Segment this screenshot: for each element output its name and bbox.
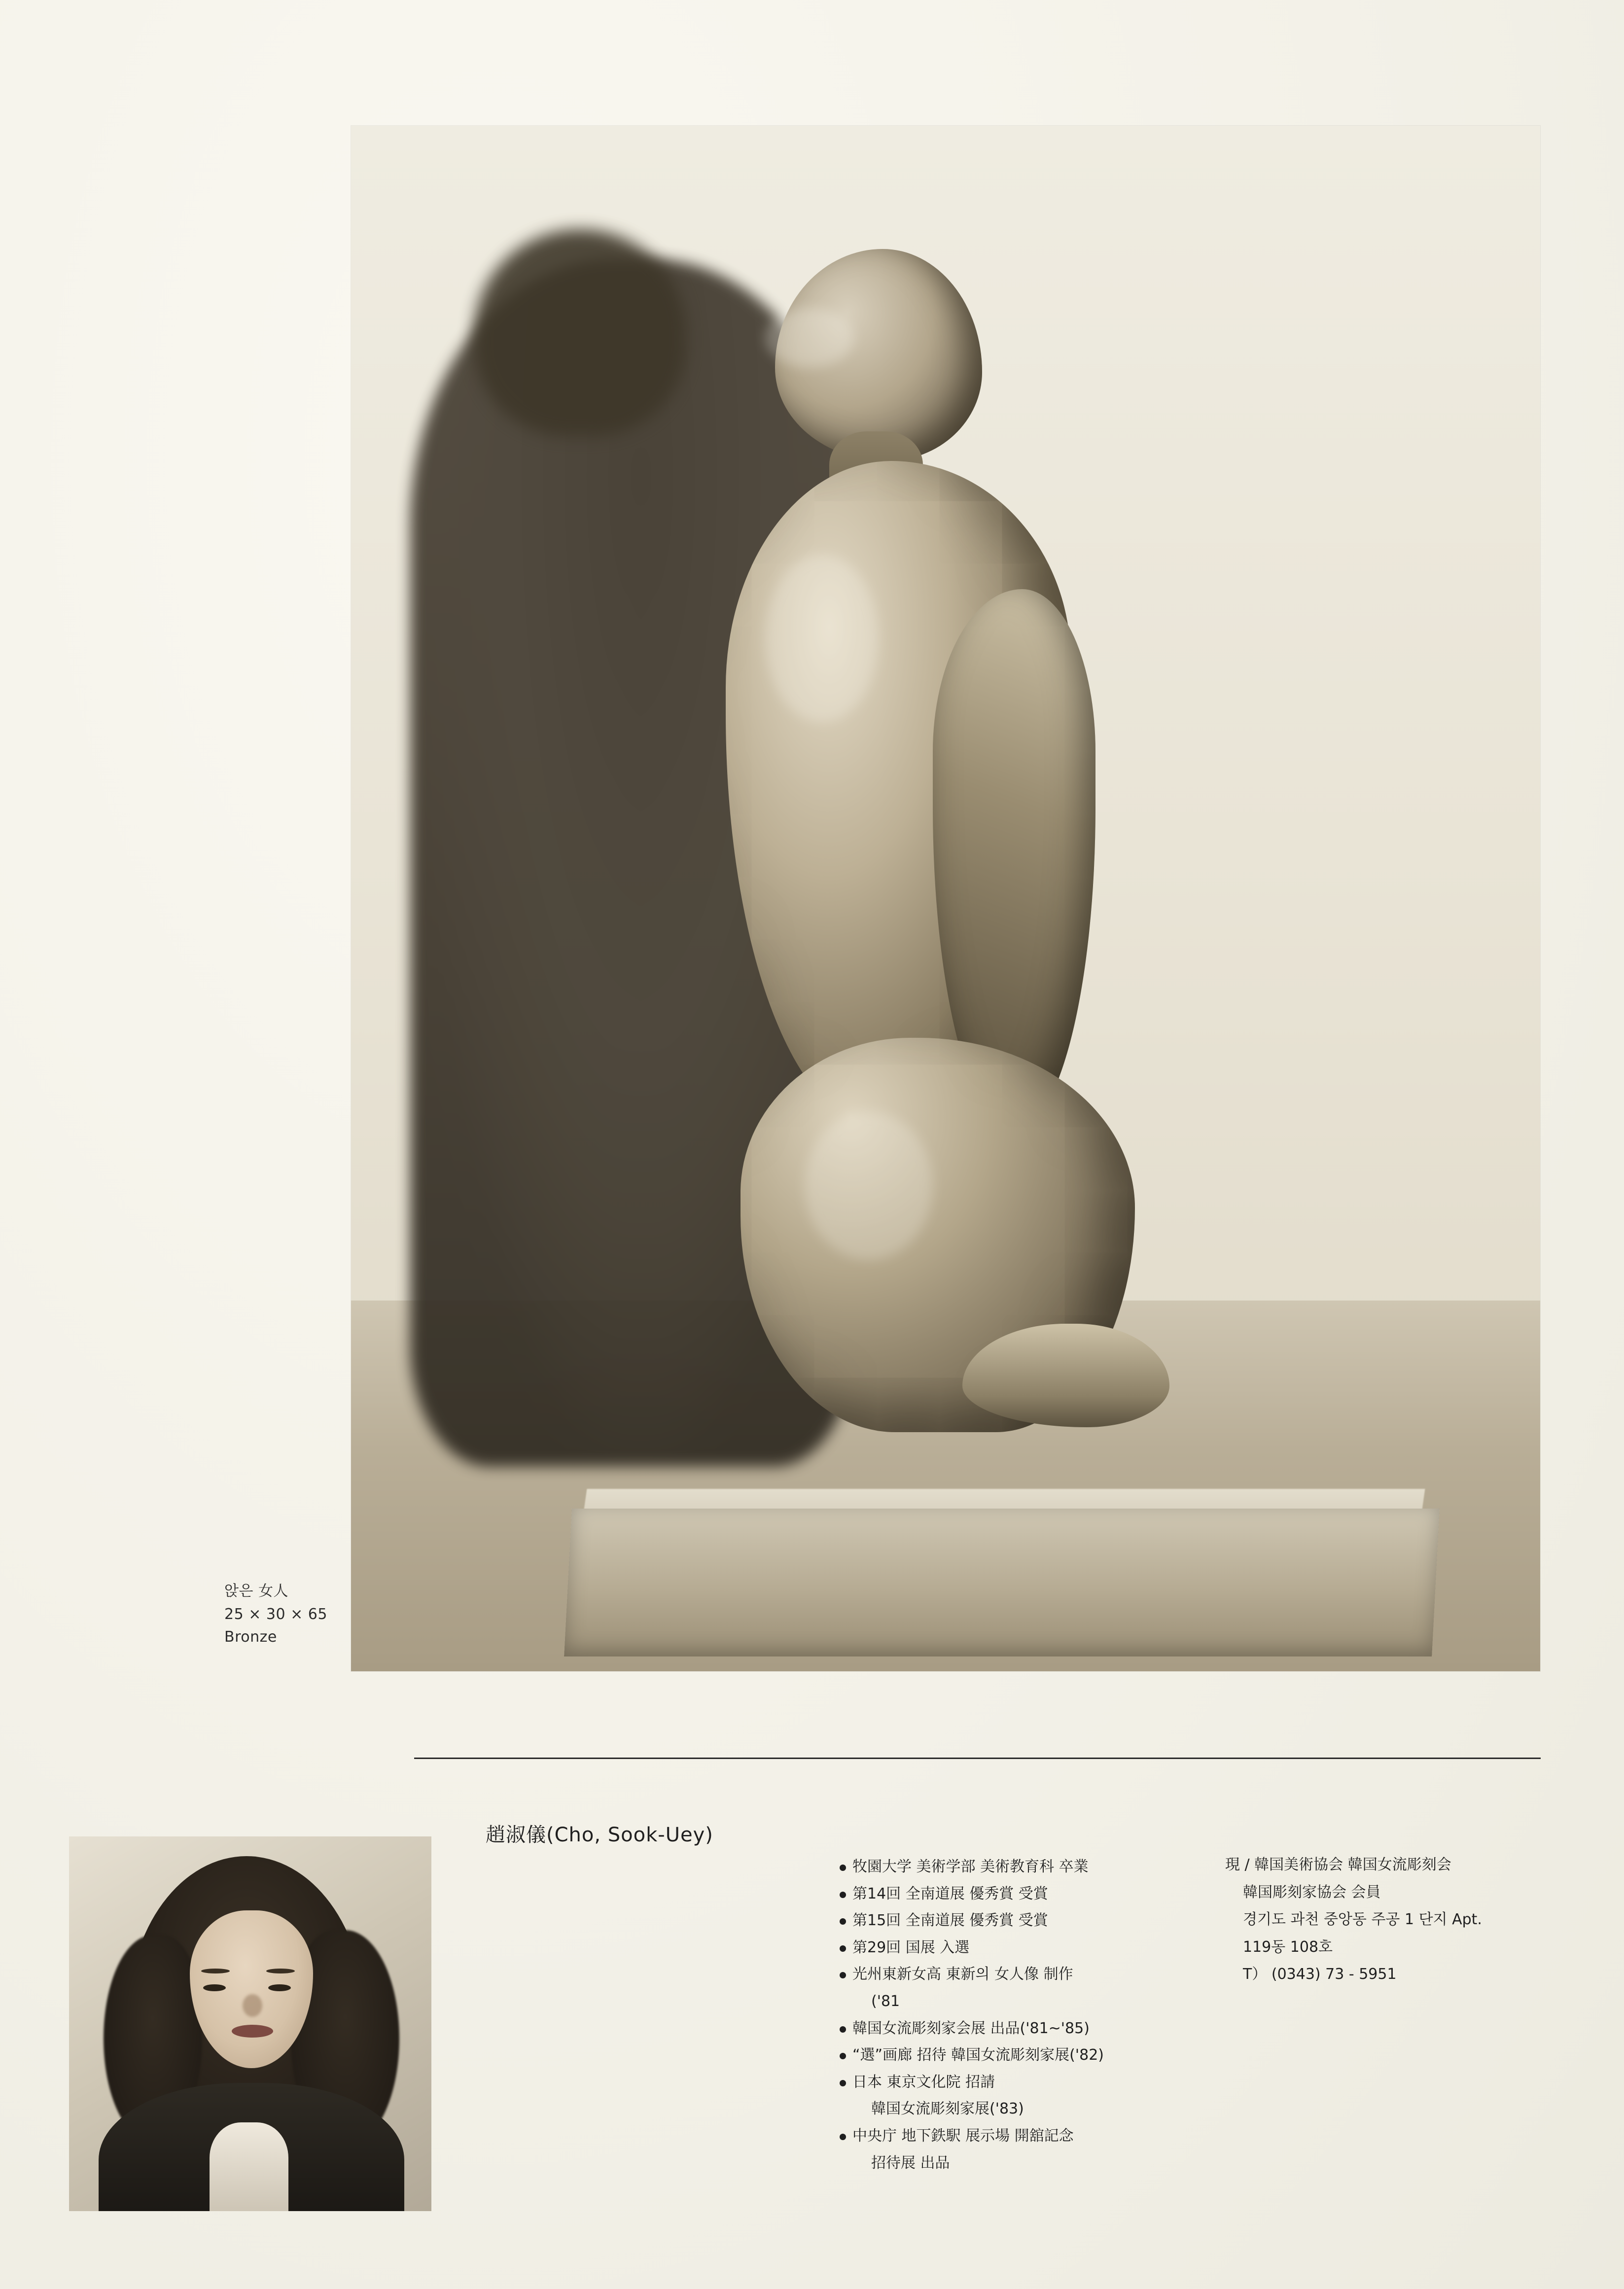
address-line-1: 경기도 과천 중앙동 주공 1 단지 Apt.: [1243, 1911, 1482, 1928]
figure-highlight-head: [765, 308, 854, 367]
list-item-continuation: 韓国女流彫刻家展('83): [871, 2100, 1024, 2118]
address-line-2: 119동 108호: [1243, 1938, 1333, 1956]
section-divider: [414, 1758, 1541, 1759]
list-item: 光州東新女高 東新의 女人像 制作: [836, 1961, 1339, 1988]
portrait-brow-right: [266, 1969, 295, 1973]
artwork-photo: [351, 126, 1540, 1671]
sculpture-head-shadow: [474, 229, 686, 436]
list-item: 第14回 全南道展 優秀賞 受賞: [836, 1881, 1339, 1908]
portrait-eye-left: [203, 1984, 226, 1991]
figure-highlight-legs: [805, 1112, 933, 1260]
artwork-material: Bronze: [224, 1628, 277, 1646]
list-item: 日本 東京文化院 招請: [836, 2069, 1339, 2096]
affiliation-line-1: 現 / 韓国美術協会 韓国女流彫刻会: [1225, 1856, 1451, 1873]
telephone-line: T） (0343) 73 - 5951: [1243, 1966, 1397, 1983]
bronze-figure: [667, 249, 1199, 1457]
artist-name: 趙淑儀(Cho, Sook-Uey): [486, 1824, 713, 1846]
artwork-dimensions: 25 × 30 × 65: [224, 1605, 327, 1623]
affiliation-line-2: 韓国彫刻家協会 会員: [1243, 1883, 1381, 1901]
list-item: 韓国女流彫刻家会展 出品('81~'85): [836, 2015, 1339, 2042]
portrait-eye-right: [268, 1984, 291, 1991]
portrait-nose: [243, 1994, 262, 2017]
list-item-continuation: 招待展 出品: [871, 2154, 950, 2172]
figure-highlight-torso: [765, 555, 879, 722]
artwork-title: 앉은 女人: [224, 1583, 288, 1600]
portrait-blouse: [210, 2122, 288, 2211]
list-item: 第29回 国展 入選: [836, 1935, 1339, 1962]
list-item: 第15回 全南道展 優秀賞 受賞: [836, 1907, 1339, 1935]
artwork-caption: [224, 1580, 327, 1649]
artist-portrait: [69, 1836, 431, 2211]
portrait-brow-left: [201, 1969, 230, 1973]
list-item-continuation: ('81: [871, 1992, 900, 2010]
pedestal: [564, 1509, 1440, 1656]
portrait-mouth: [232, 2025, 273, 2038]
artist-contact-block: [1225, 1851, 1580, 1988]
list-item: 牧園大学 美術学部 美術教育科 卒業: [836, 1854, 1339, 1881]
list-item: 中央庁 地下鉄駅 展示場 開舘記念: [836, 2123, 1339, 2150]
list-item: “選”画廊 招待 韓国女流彫刻家展('82): [836, 2042, 1339, 2069]
